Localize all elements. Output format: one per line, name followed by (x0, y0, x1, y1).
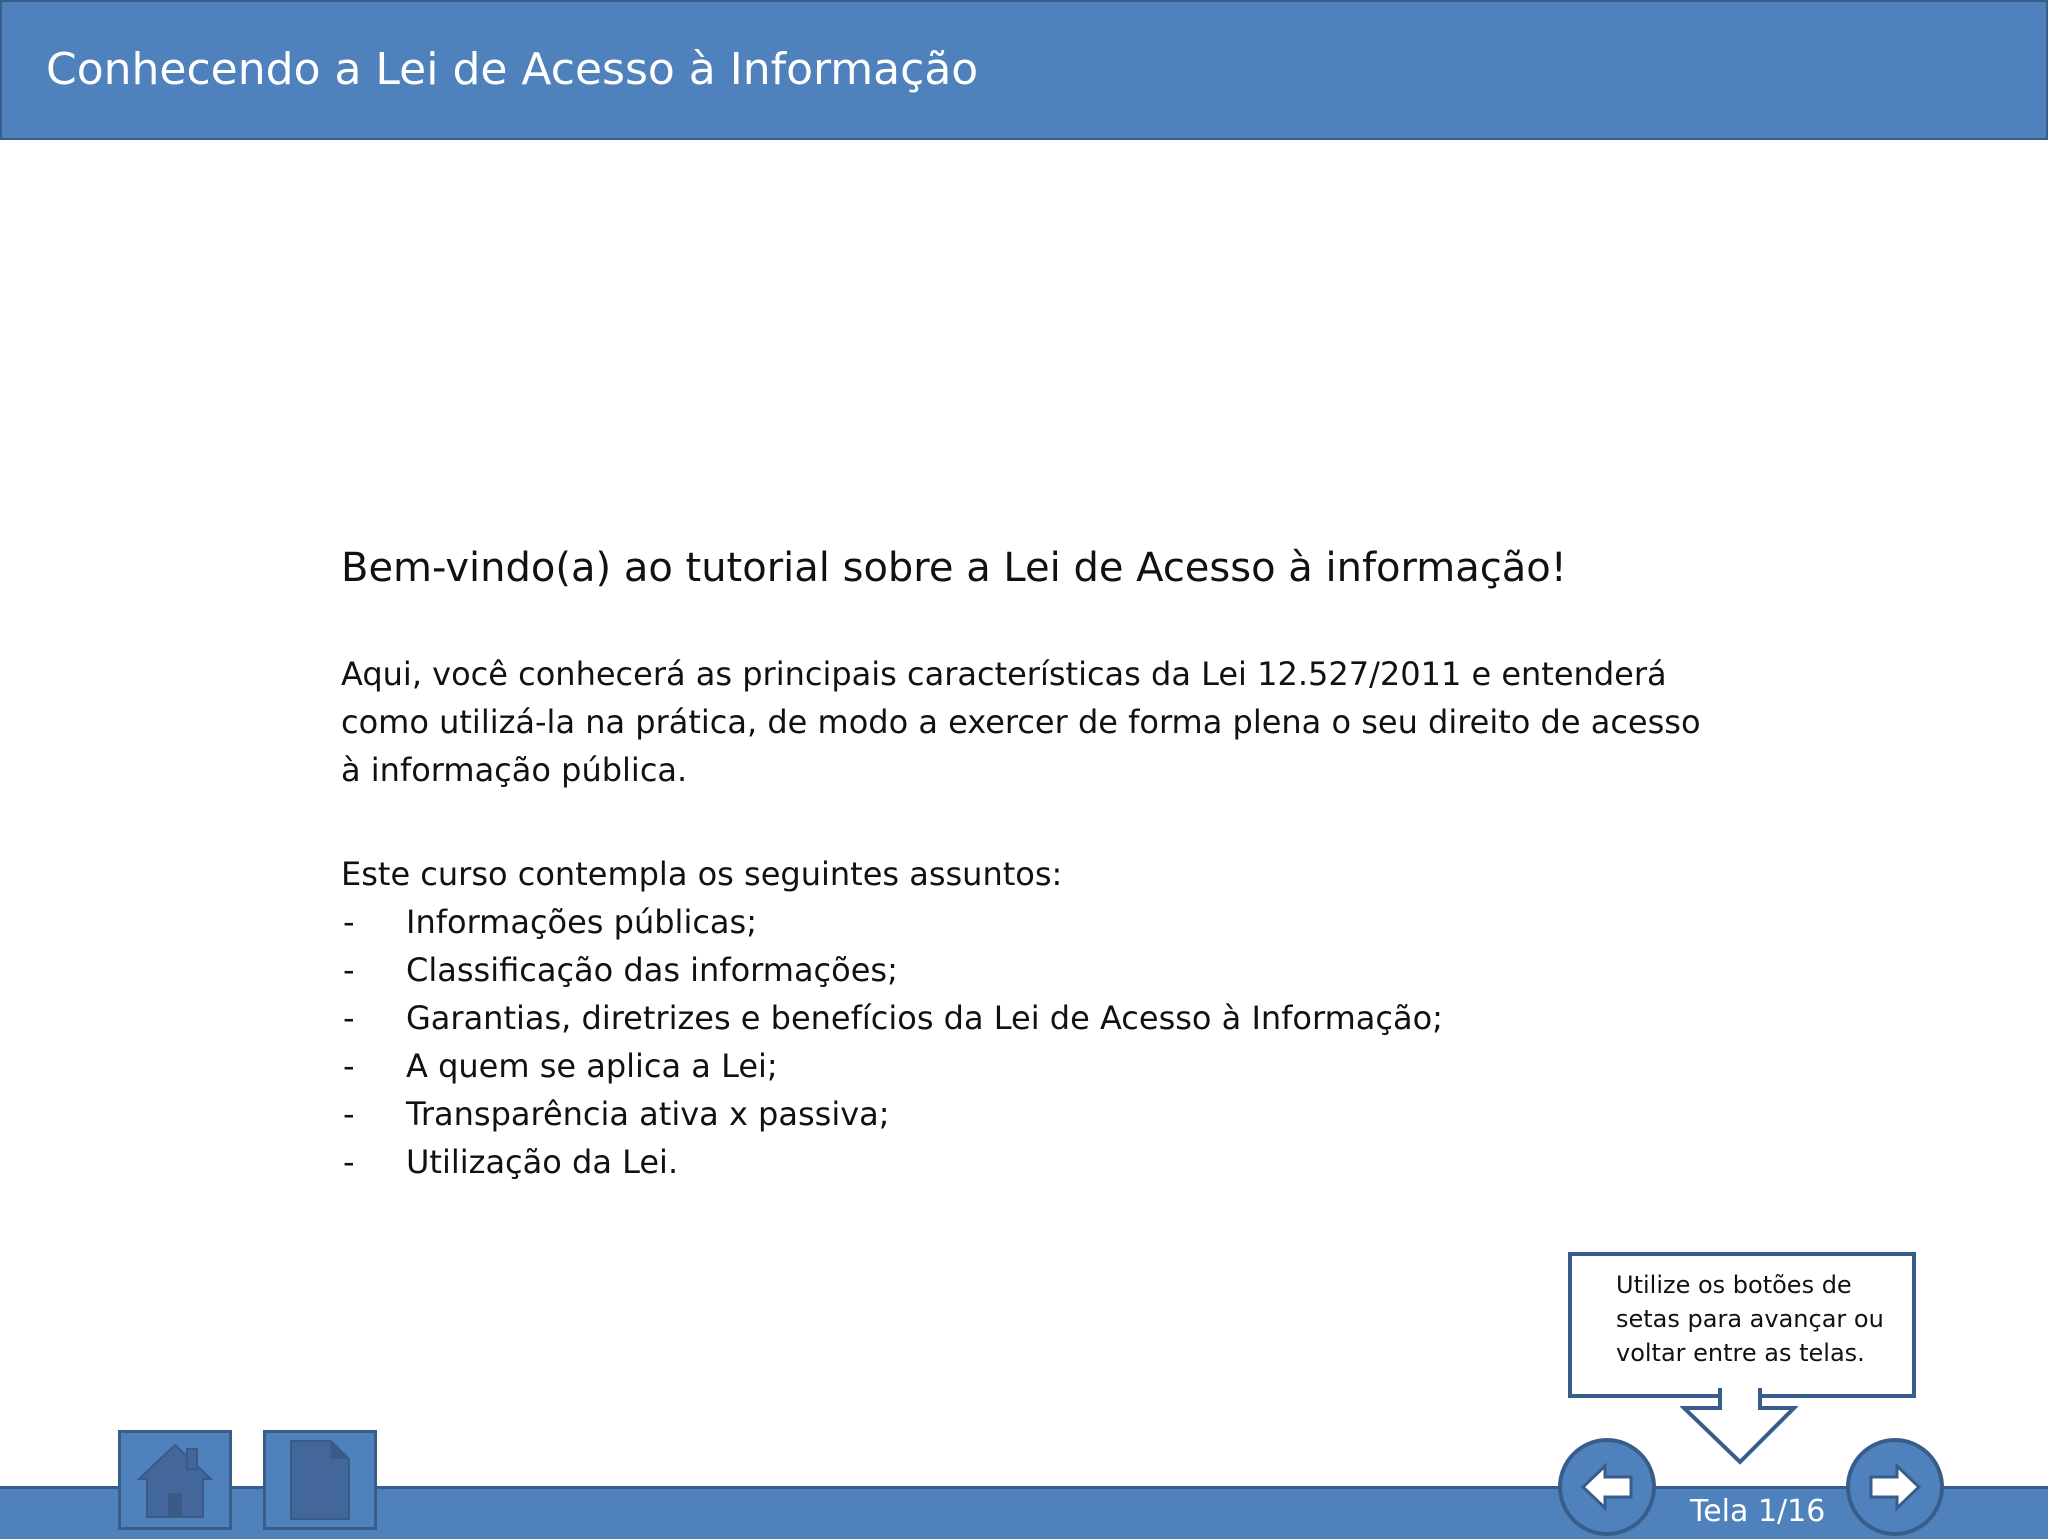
list-item (341, 994, 1741, 1042)
list-bullet: - (343, 1047, 355, 1085)
topics-list (341, 898, 1741, 1186)
next-screen-button[interactable] (1846, 1438, 1944, 1536)
arrow-right-icon (1867, 1462, 1923, 1512)
tooltip-text: Utilize os botões de setas para avançar ou voltar entre as telas. (1616, 1271, 1884, 1367)
screen-counter: Tela 1/16 (1690, 1494, 1826, 1529)
list-item (341, 898, 1741, 946)
document-icon (287, 1439, 353, 1521)
arrow-left-icon (1579, 1462, 1635, 1512)
topics-heading: Este curso contempla os seguintes assuntos: (341, 855, 1063, 893)
home-icon (135, 1441, 215, 1519)
list-item (341, 946, 1741, 994)
list-item-label: Utilização da Lei. (406, 1143, 679, 1181)
list-bullet: - (343, 1143, 355, 1181)
list-item-label: Classificação das informações; (406, 951, 898, 989)
document-button[interactable] (263, 1430, 377, 1530)
main-content (341, 540, 1741, 1186)
list-item-label: Garantias, diretrizes e benefícios da Lei de Acesso à Informação; (406, 999, 1443, 1037)
list-bullet: - (343, 951, 355, 989)
list-bullet: - (343, 999, 355, 1037)
list-item (341, 1138, 1741, 1186)
list-item (341, 1090, 1741, 1138)
list-item-label: A quem se aplica a Lei; (406, 1047, 778, 1085)
header-bar (0, 0, 2048, 140)
list-item (341, 1042, 1741, 1090)
navigation-tooltip (1568, 1252, 1916, 1398)
previous-screen-button[interactable] (1558, 1438, 1656, 1536)
list-item-label: Transparência ativa x passiva; (406, 1095, 890, 1133)
intro-paragraph: Aqui, você conhecerá as principais características da Lei 12.527/2011 e entenderá como utilizá-la na prática, de modo a exercer de forma plena o seu direito de acesso à informação pública. (341, 655, 1701, 789)
home-button[interactable] (118, 1430, 232, 1530)
page-title: Conhecendo a Lei de Acesso à Informação (46, 44, 979, 95)
welcome-heading: Bem-vindo(a) ao tutorial sobre a Lei de Acesso à informação! (341, 545, 1567, 591)
list-bullet: - (343, 903, 355, 941)
tooltip-pointer (1680, 1388, 1798, 1466)
list-item-label: Informações públicas; (406, 903, 757, 941)
list-bullet: - (343, 1095, 355, 1133)
